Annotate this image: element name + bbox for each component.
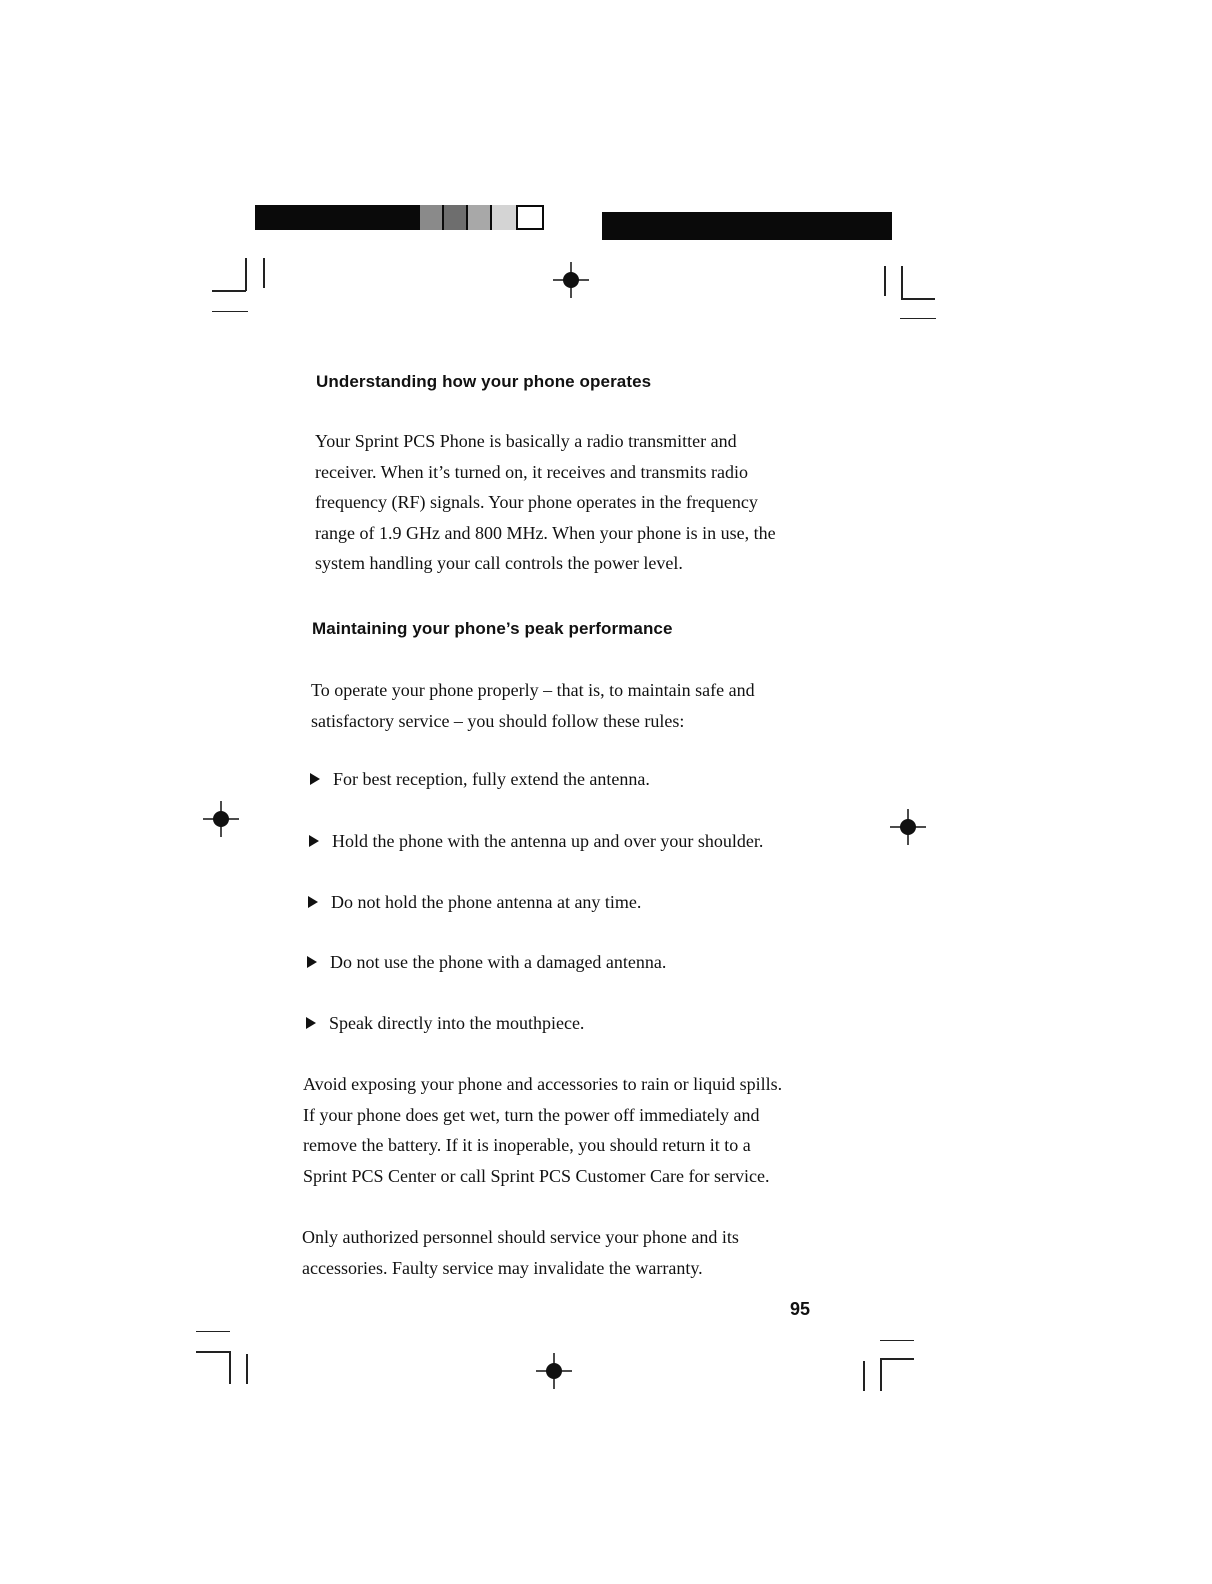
text-line: If your phone does get wet, turn the power off immediately and xyxy=(303,1104,760,1125)
rule-list-item xyxy=(306,1012,584,1034)
gray-swatch xyxy=(420,205,442,230)
section-heading: Maintaining your phone’s peak performance xyxy=(312,619,673,638)
registration-target-icon xyxy=(536,1353,572,1389)
text-line: remove the battery. If it is inoperable, you should return it to a xyxy=(303,1135,751,1155)
text-line: Avoid exposing your phone and accessories to rain or liquid spills. xyxy=(303,1074,783,1094)
page-number: 95 xyxy=(790,1299,811,1319)
text-line: system handling your call controls the power level. xyxy=(315,553,683,573)
registration-target-icon xyxy=(890,809,926,845)
rule-text: For best reception, fully extend the antenna. xyxy=(333,769,650,789)
header-bar-left xyxy=(255,205,420,230)
triangle-bullet-icon xyxy=(306,1017,316,1029)
rule-list-item xyxy=(310,768,650,790)
rule-text: Do not hold the phone antenna at any time. xyxy=(331,892,642,912)
header-bar-right xyxy=(602,212,892,240)
rule-text: Speak directly into the mouthpiece. xyxy=(329,1013,585,1033)
rule-list-item xyxy=(309,830,763,852)
paragraph-liquid-exposure xyxy=(303,1069,782,1191)
text-line: Sprint PCS Center or call Sprint PCS Customer Care for service. xyxy=(303,1165,770,1186)
paragraph-authorized-service xyxy=(302,1222,739,1283)
triangle-bullet-icon xyxy=(308,896,318,908)
gray-swatch xyxy=(490,205,516,230)
text-line: Your Sprint PCS Phone is basically a radio transmitter and xyxy=(315,431,737,451)
text-line: Only authorized personnel should service your phone and its xyxy=(302,1227,739,1247)
triangle-bullet-icon xyxy=(307,956,317,968)
triangle-bullet-icon xyxy=(310,773,320,785)
gray-swatch xyxy=(466,205,490,230)
paragraph-how-phone-operates xyxy=(315,426,776,579)
registration-target-icon xyxy=(203,801,239,837)
rule-list-item xyxy=(308,891,641,913)
gray-swatch xyxy=(442,205,466,230)
paragraph-intro xyxy=(311,675,755,736)
white-swatch xyxy=(516,205,544,230)
text-line: range of 1.9 GHz and 800 MHz. When your phone is in use, the xyxy=(315,522,776,543)
registration-target-icon xyxy=(553,262,589,298)
triangle-bullet-icon xyxy=(309,835,319,847)
text-line: frequency (RF) signals. Your phone operates in the frequency xyxy=(315,492,758,512)
rule-text: Do not use the phone with a damaged antenna. xyxy=(330,952,667,972)
text-line: accessories. Faulty service may invalidate the warranty. xyxy=(302,1257,703,1278)
rule-text: Hold the phone with the antenna up and over your shoulder. xyxy=(332,831,764,851)
text-line: To operate your phone properly – that is, to maintain safe and xyxy=(311,680,755,700)
text-line: satisfactory service – you should follow these rules: xyxy=(311,710,685,731)
text-line: receiver. When it’s turned on, it receives and transmits radio xyxy=(315,461,749,482)
rule-list-item xyxy=(307,951,666,973)
section-heading: Understanding how your phone operates xyxy=(316,372,652,391)
